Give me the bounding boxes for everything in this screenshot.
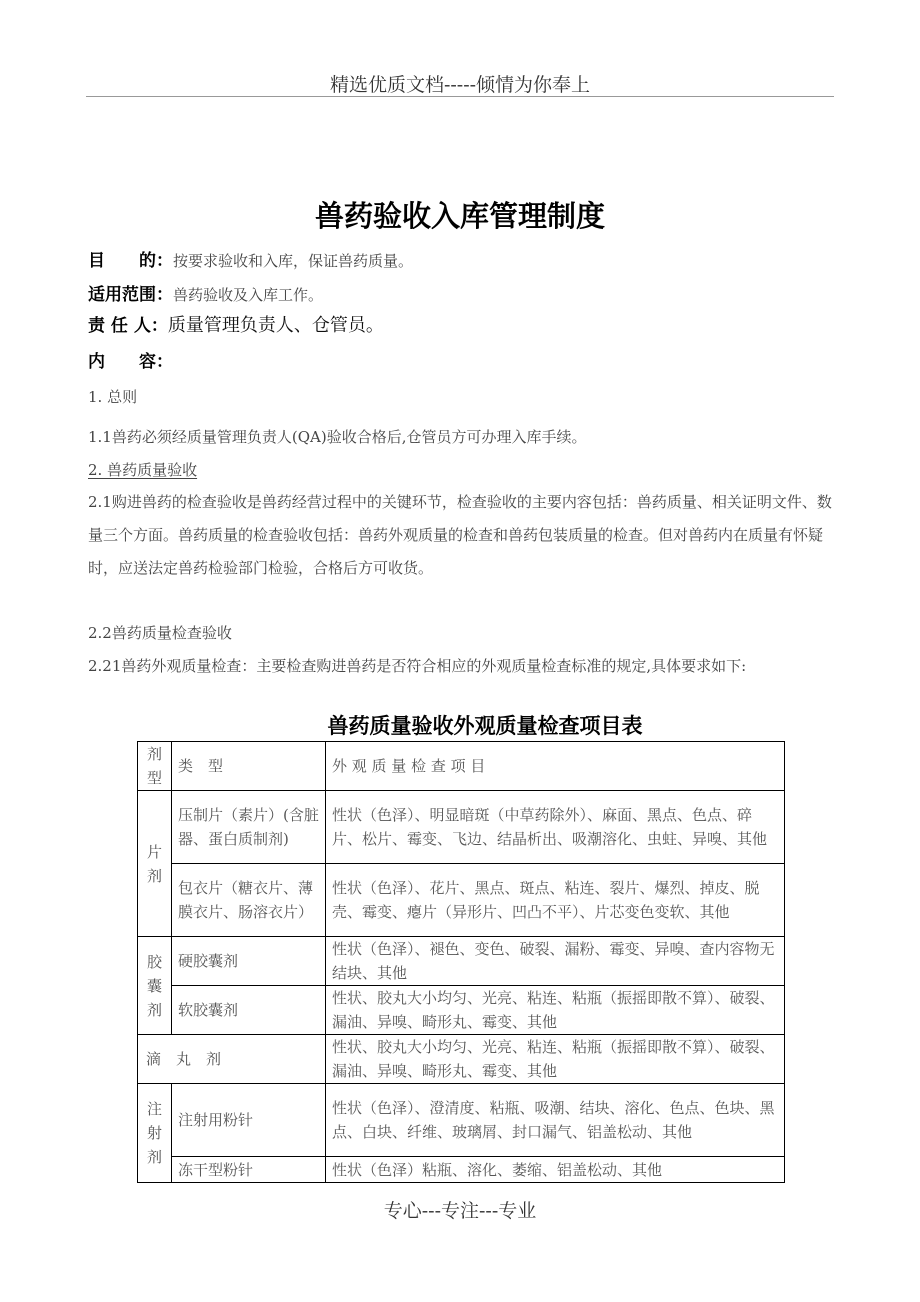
- table-row: [138, 937, 785, 986]
- meta-value: 兽药验收及入库工作。: [173, 286, 324, 304]
- type-cell: 硬胶囊剂: [172, 937, 326, 986]
- meta-value: 按要求验收和入库，保证兽药质量。: [173, 252, 414, 270]
- type-cell: 包衣片（糖衣片、薄膜衣片、肠溶衣片）: [172, 864, 326, 937]
- meta-content: [88, 347, 173, 372]
- items-cell: 性状（色泽）、花片、黑点、斑点、粘连、裂片、爆烈、掉皮、脱壳、霉变、瘪片（异形片、凹凸不平）、片芯变色变软、其他: [326, 864, 785, 937]
- header-rule: [86, 96, 834, 97]
- items-cell: 性状（色泽）、明显暗斑（中草药除外）、麻面、黑点、色点、碎片、松片、霉变、飞边、结晶析出、吸潮溶化、虫蛀、异嗅、其他: [326, 791, 785, 864]
- inspection-table: [137, 741, 785, 1183]
- table-row: [138, 1035, 785, 1084]
- header-items: 外 观 质 量 检 查 项 目: [326, 742, 785, 791]
- type-cell: 软胶囊剂: [172, 986, 326, 1035]
- header-dosage-form: 剂型: [138, 742, 172, 791]
- section-2-heading: 2. 兽药质量验收: [88, 461, 198, 479]
- meta-responsible: [88, 311, 384, 337]
- group-injection: 注射剂: [138, 1084, 172, 1183]
- section-2-2: 2.2兽药质量检查验收: [88, 624, 232, 642]
- items-cell: 性状（色泽）粘瓶、溶化、萎缩、铝盖松动、其他: [326, 1157, 785, 1183]
- section-1-1: 1.1兽药必须经质量管理负责人(QA)验收合格后,仓管员方可办理入库手续。: [88, 428, 587, 446]
- items-cell: 性状、胶丸大小均匀、光亮、粘连、粘瓶（振摇即散不算）、破裂、漏油、异嗅、畸形丸、霉变、其他: [326, 986, 785, 1035]
- group-drop-pill: 滴 丸 剂: [138, 1035, 326, 1084]
- meta-value: 质量管理负责人、仓管员。: [167, 315, 384, 336]
- table-row: [138, 1157, 785, 1183]
- type-cell: 冻干型粉针: [172, 1157, 326, 1183]
- document-title: 兽药验收入库管理制度: [314, 199, 605, 233]
- meta-label: 责 任 人：: [88, 316, 168, 336]
- section-2-1: 2.1购进兽药的检查验收是兽药经营过程中的关键环节，检查验收的主要内容包括：兽药质量、相关证明文件、数量三个方面。兽药质量的检查验收包括：兽药外观质量的检查和兽药包装质量的检查。但对兽药内在质量有怀疑时，应送法定兽药检验部门检验，合格后方可收货。: [88, 493, 832, 577]
- table-row: [138, 986, 785, 1035]
- table-row: [138, 864, 785, 937]
- type-cell: 压制片（素片）(含脏器、蛋白质制剂): [172, 791, 326, 864]
- meta-label: 适用范围：: [88, 285, 173, 305]
- page-header: 精选优质文档-----倾情为你奉上: [329, 74, 591, 96]
- meta-label: 目 的：: [88, 251, 173, 271]
- items-cell: 性状（色泽）、澄清度、粘瓶、吸潮、结块、溶化、色点、色块、黑点、白块、纤维、玻璃屑、封口漏气、铝盖松动、其他: [326, 1084, 785, 1157]
- meta-scope: [88, 280, 323, 305]
- meta-label: 内 容：: [88, 352, 173, 372]
- meta-purpose: [88, 246, 413, 271]
- header-type: 类 型: [172, 742, 326, 791]
- section-1-heading: 1. 总则: [88, 388, 138, 406]
- group-tablet: 片剂: [138, 791, 172, 937]
- table-header-row: [138, 742, 785, 791]
- table-row: [138, 791, 785, 864]
- group-capsule: 胶囊剂: [138, 937, 172, 1035]
- table-title: 兽药质量验收外观质量检查项目表: [327, 714, 643, 738]
- items-cell: 性状、胶丸大小均匀、光亮、粘连、粘瓶（振摇即散不算）、破裂、漏油、异嗅、畸形丸、霉变、其他: [326, 1035, 785, 1084]
- table-row: [138, 1084, 785, 1157]
- items-cell: 性状（色泽）、褪色、变色、破裂、漏粉、霉变、异嗅、查内容物无结块、其他: [326, 937, 785, 986]
- page-footer: 专心---专注---专业: [383, 1200, 537, 1222]
- section-2-21: 2.21兽药外观质量检查：主要检查购进兽药是否符合相应的外观质量检查标准的规定,具体要求如下:: [88, 657, 747, 675]
- type-cell: 注射用粉针: [172, 1084, 326, 1157]
